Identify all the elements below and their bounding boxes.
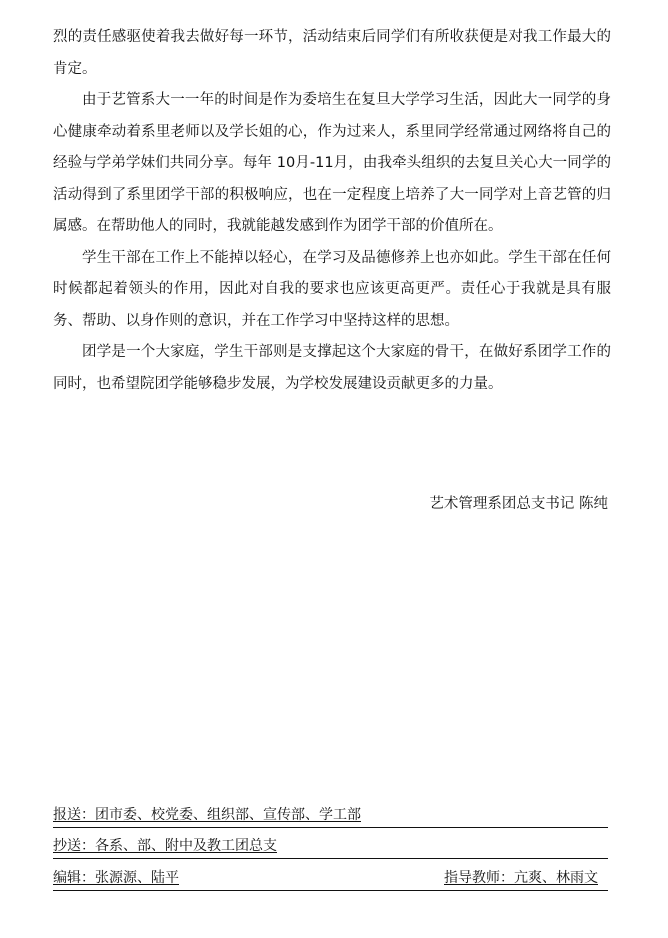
editors-text: 编辑：张源源、陆平: [53, 870, 179, 886]
copy-to-text: 抄送：各系、部、附中及教工团总支: [53, 838, 277, 854]
paragraph-4: 团学是一个大家庭，学生干部则是支撑起这个大家庭的骨干，在做好系团学工作的同时，也希望院团学能够稳步发展，为学校发展建设贡献更多的力量。: [53, 344, 611, 392]
advisor-text: 指导教师：亢爽、林雨文: [444, 870, 598, 886]
signature: 艺术管理系团总支书记 陈纯: [429, 496, 608, 512]
footer-report-to: [53, 805, 608, 828]
report-to-text: 报送：团市委、校党委、组织部、宣传部、学工部: [53, 807, 361, 823]
footer-copy-to: [53, 836, 608, 859]
footer-editors: [53, 868, 608, 891]
paragraph-3: 学生干部在工作上不能掉以轻心，在学习及品德修养上也亦如此。学生干部在任何时候都起着领头的作用，因此对自我的要求也应该更高更严。责任心于我就是具有服务、帮助、以身作则的意识，并在工作学习中坚持这样的思想。: [53, 249, 611, 329]
article-body: [53, 22, 611, 400]
paragraph-1: 烈的责任感驱使着我去做好每一环节，活动结束后同学们有所收获便是对我工作最大的肯定。: [53, 29, 611, 77]
paragraph-2: 由于艺管系大一一年的时间是作为委培生在复旦大学学习生活，因此大一同学的身心健康牵动着系里老师以及学长姐的心，作为过来人，系里同学经常通过网络将自己的经验与学弟学妹们共同分享。每年 10月-11月，由我牵头组织的去复旦关心大一同学的活动得到了系里团学干部的积极响应，也在一定程度上培养了大一同学对上音艺管的归属感。在帮助他人的同时，我就能越发感到作为团学干部的价值所在。: [53, 92, 611, 234]
